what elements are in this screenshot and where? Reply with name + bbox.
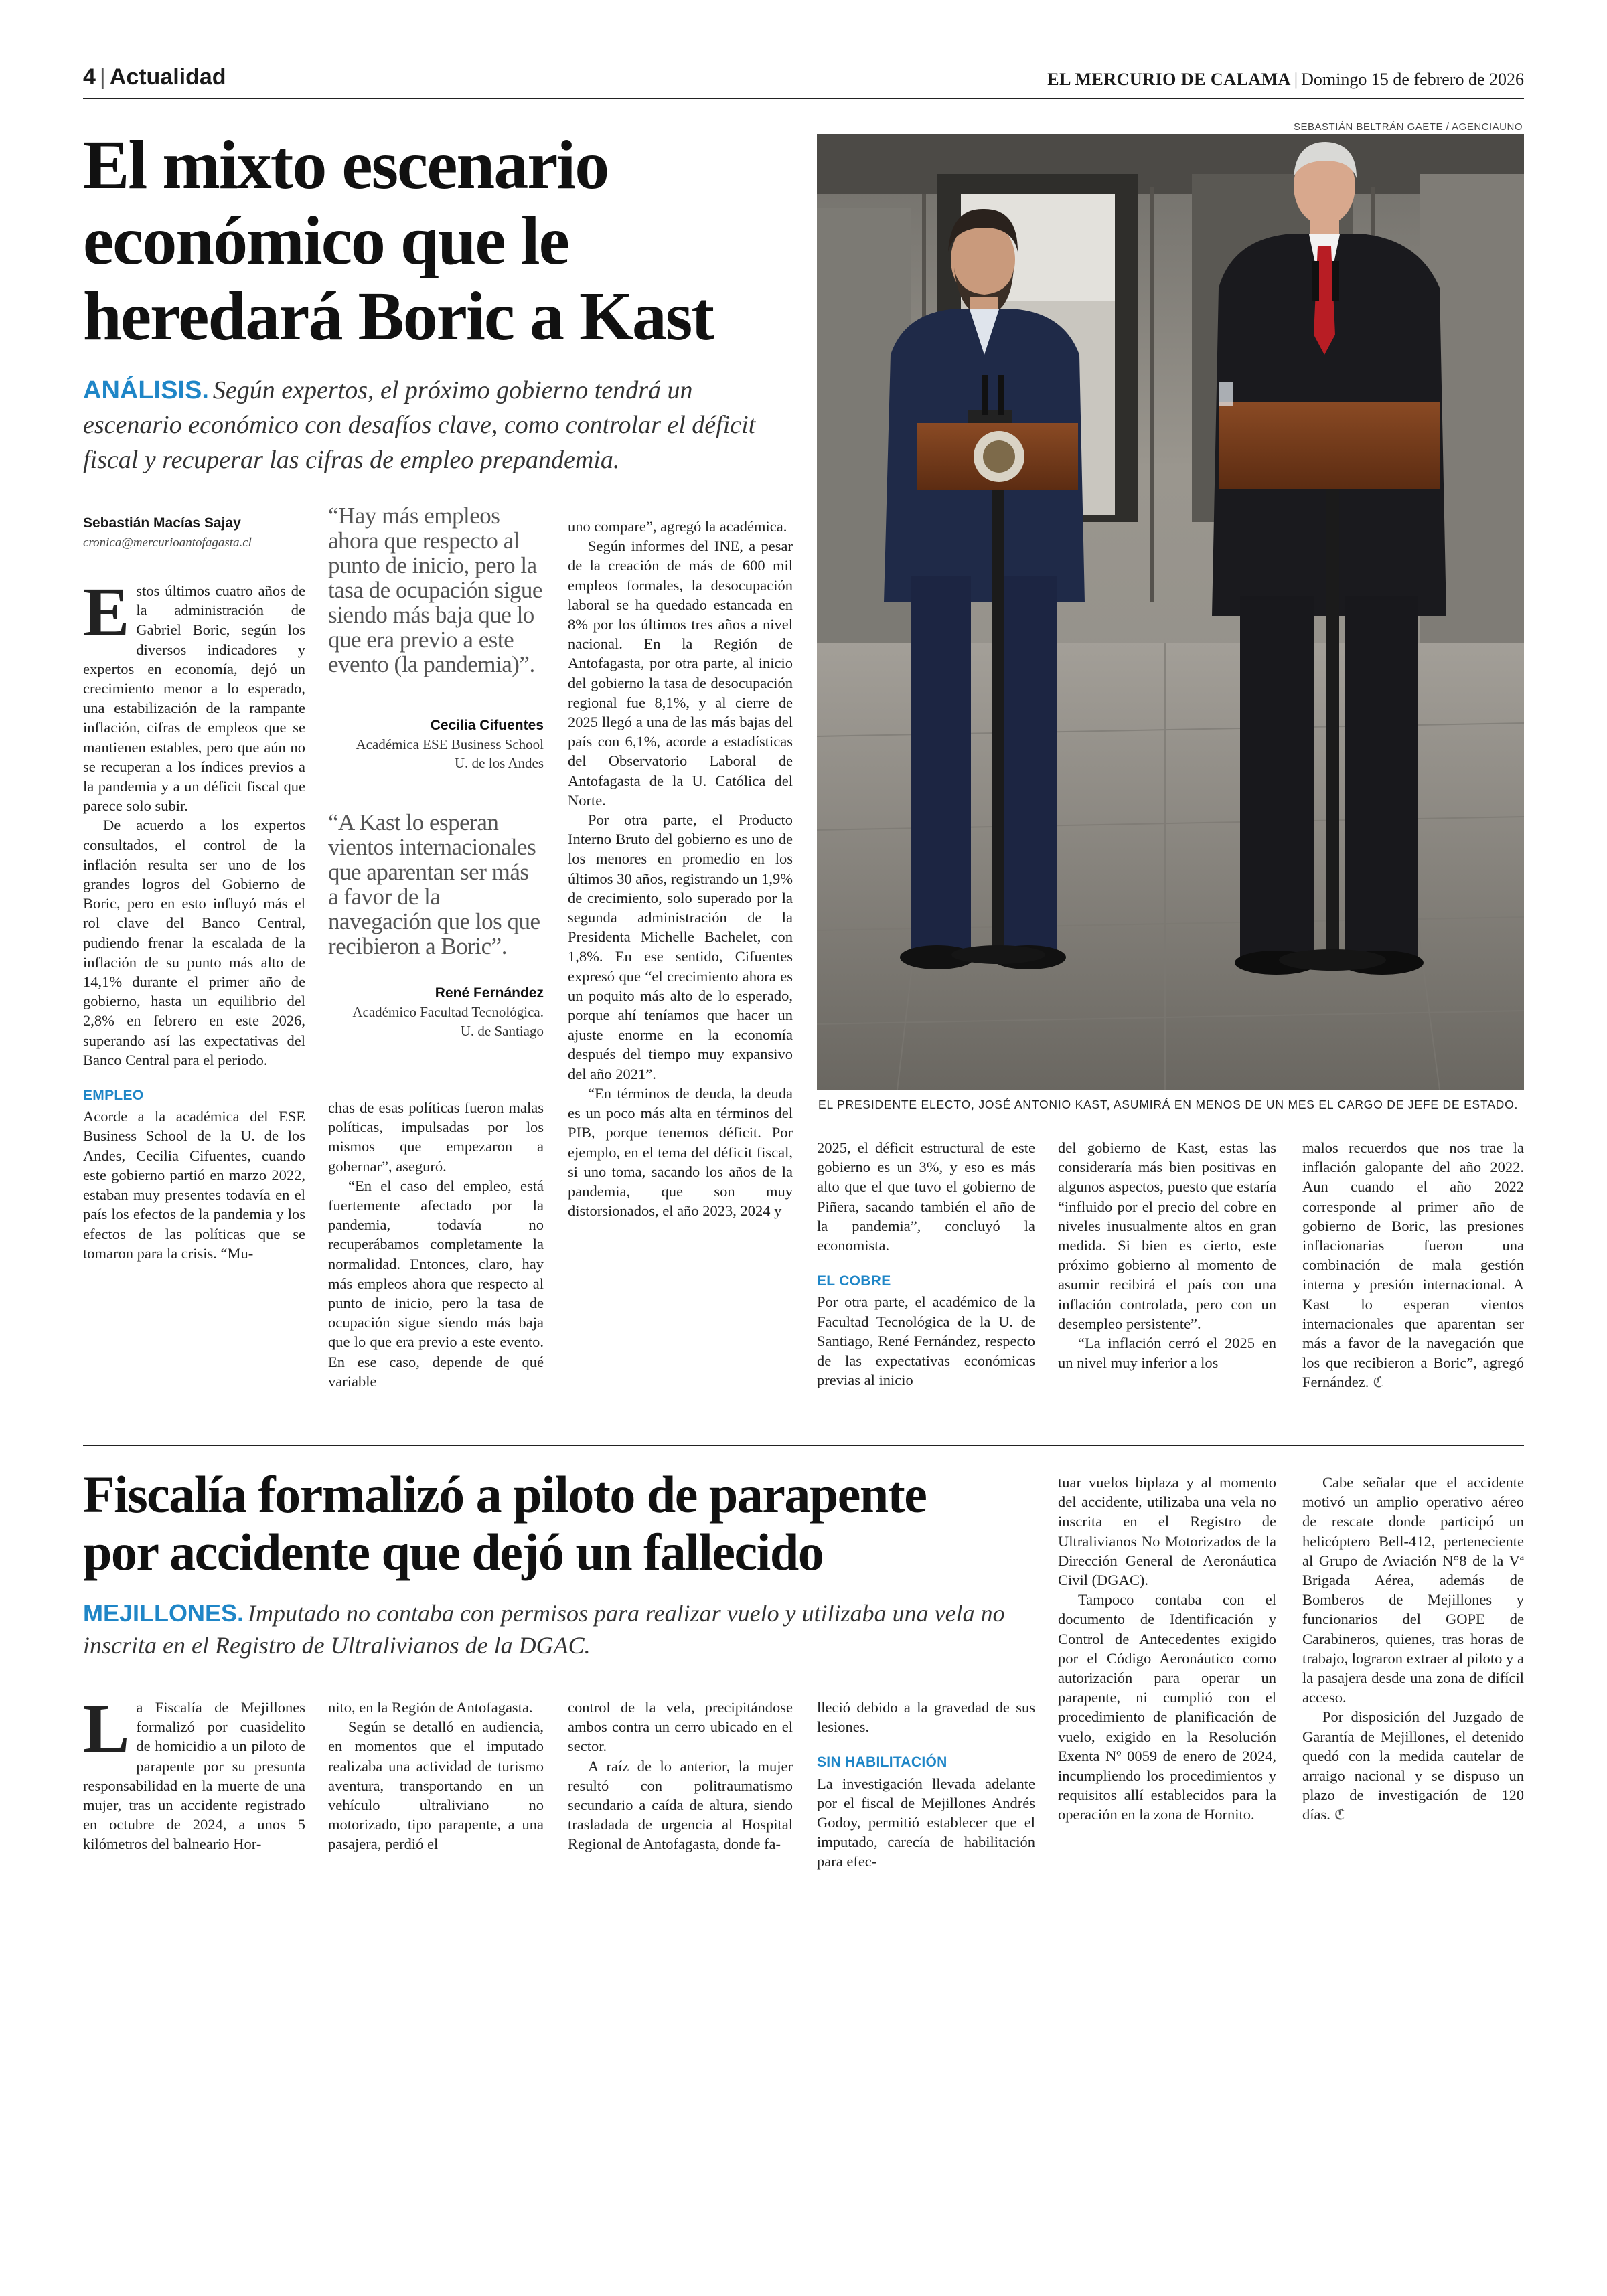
headline-line: El mixto escenario <box>83 127 609 203</box>
paragraph: chas de esas políticas fueron malas políticas, impulsadas por los mismos que empezaron a gobernar”, aseguró. <box>328 1099 544 1175</box>
pull-quote: “Hay más empleos ahora que respecto al punto de inicio, pero la tasa de ocupación sigue siendo más baja que lo que era previo a este evento (la pandemia)”. <box>328 503 542 677</box>
paragraph <box>1302 1138 1524 1392</box>
end-mark-icon: ℭ <box>1334 1806 1345 1823</box>
article1-headline <box>83 127 786 354</box>
article1-column-2 <box>328 1098 544 1391</box>
photo-caption: EL PRESIDENTE ELECTO, JOSÉ ANTONIO KAST, ASUMIRÁ EN MENOS DE UN MES EL CARGO DE JEFE DE ESTADO. <box>818 1098 1519 1111</box>
paragraph: Por otra parte, el Producto Interno Bruto del gobierno es uno de los menores en promedio en los últimos 30 años, registrando un 1,9% de crecimiento, solo superado por la segunda administración de la Presidenta Michelle Bachelet, con 1,8%. En ese sentido, Cifuentes expresó que “el crecimiento ahora es un poquito más alto de lo esperado, porque ahí teníamos que hacer un ajuste enorme en la economía después del tiempo muy expansivo del año 2021”. <box>568 811 793 1082</box>
quote-role: Académico Facultad Tecnológica. <box>352 1004 544 1020</box>
paragraph: stos últimos cuatro años de la administración de Gabriel Boric, según los diversos indicadores y expertos en economía, dejó un crecimiento menor a lo esperado, una estabilización de la rampante inflación, cifras de empleos que se mantienen estables, pero que aún no se recuperan a los índices previos a la pandemia y a un déficit fiscal que parece solo subir. <box>83 582 305 815</box>
paragraph: Cabe señalar que el accidente motivó un amplio operativo aéreo de rescate donde participó un helicóptero Bell-412, perteneciente al Grupo de Aviación N°8 de la Vª Brigada Aérea, además de Bomberos de Mejillones y funcionarios del GOPE de Carabineros, quienes, tras horas de trabajo, lograron extraer al piloto y a la pasajera desde una zona de difícil acceso. <box>1302 1474 1524 1706</box>
newspaper-name: EL MERCURIO DE CALAMA <box>1047 70 1291 89</box>
article1-photo <box>817 134 1524 1090</box>
quote-role: Académica ESE Business School <box>356 736 544 752</box>
article1-column-5 <box>1058 1138 1276 1372</box>
paragraph: “La inflación cerró el 2025 en un nivel muy inferior a los <box>1058 1335 1276 1372</box>
byline <box>83 515 311 550</box>
article2-column-4 <box>817 1698 1035 1872</box>
article1-column-6 <box>1302 1138 1524 1392</box>
masthead-info: EL MERCURIO DE CALAMA | Domingo 15 de febrero de 2026 <box>1047 70 1524 89</box>
article-divider <box>83 1445 1524 1446</box>
paragraph: Según informes del INE, a pesar de la creación de más de 600 mil empleos formales, la desocupación laboral se ha quedado estancada en 8% por los últimos tres años a nivel nacional. En la Región de Antofagasta, por otra parte, al inicio del gobierno la tasa de desocupación regional fue 8,1%, y al cierre de 2025 llegó a una de las más bajas del país con 6,1%, acorde a estadísticas del Observatorio Laboral de Antofagasta de la U. Católica del Norte. <box>568 538 793 809</box>
article1-deck <box>83 373 793 477</box>
page-number: 4 <box>83 64 96 90</box>
subheading: EMPLEO <box>83 1088 144 1104</box>
paragraph-text: malos recuerdos que nos trae la inflación galopante del año 2022. Aun cuando el año 2022 corresponde al primer año de gobierno de Boric, las presiones inflacionarias fueron una combinación de mala gestión interna y presión internacional. A Kast lo esperan vientos internacionales que aparentan ser más a favor de la navegación que los que recibieron a Boric”, agregó Fernández. <box>1302 1139 1524 1391</box>
article1-column-3 <box>568 517 793 1220</box>
paragraph: Según se detalló en audiencia, en momentos que el imputado realizaba una actividad de turismo aventura, transportando en un vehículo ultraliviano no motorizado, tipo parapente, a una pasajera, perdió el <box>328 1718 544 1853</box>
paragraph: Tampoco contaba con el documento de Identificación y Control de Antecedentes exigido por el Código Aeronáutico como autorización para operar un parapente, ni cumplió con el procedimiento de planificación de vuelo, exigido en la Resolución Exenta Nº 0059 de enero de 2024, incumpliendo los procedimientos y requisitos allí establecidos para la operación en la zona de Hornito. <box>1058 1591 1276 1823</box>
article1-column-4 <box>817 1138 1035 1390</box>
paragraph: De acuerdo a los expertos consultados, el control de la inflación resulta ser uno de los grandes logros del Gobierno de Boric, pero en esto influyó más el rol clave del Banco Central, pudiendo frenar la escalada de la inflación de su punto más alto de 14,1% durante el primer año de gobierno, hasta un equilibrio del 2,8% en febrero en este 2026, superando así las expectativas del Banco Central para el periodo. <box>83 817 305 1068</box>
headline-line: heredará Boric a Kast <box>83 278 714 355</box>
article2-column-6 <box>1302 1473 1524 1825</box>
deck-text: Imputado no contaba con permisos para realizar vuelo y utilizaba una vela no inscrita en el Registro de Ultralivianos de la DGAC. <box>83 1600 1005 1659</box>
drop-cap: L <box>83 1690 130 1767</box>
page-section-header: 4 | Actualidad <box>83 64 226 90</box>
author-email: cronica@mercurioantofagasta.cl <box>83 536 252 550</box>
pull-quote: “A Kast lo esperan vientos internacionales que aparentan ser más a favor de la navegación que los que recibieron a Boric”. <box>328 809 540 959</box>
section-name: Actualidad <box>109 64 226 90</box>
paragraph: “En términos de deuda, la deuda es un poco más alta en términos del PIB, porque tenemos déficit. Por ejemplo, en el tema del déficit fiscal, si uno toma, sacando los años de la pandemia, que son muy distorsionados, el año 2023, 2024 y <box>568 1084 793 1220</box>
deck-kicker: MEJILLONES. <box>83 1599 244 1627</box>
article2-column-5 <box>1058 1473 1276 1825</box>
deck-text: Según expertos, el próximo gobierno tendrá un escenario económico con desafíos clave, como controlar el déficit fiscal y recuperar las cifras de empleo prepandemia. <box>83 376 756 474</box>
paragraph: uno compare”, agregó la académica. <box>568 518 787 535</box>
paragraph: A raíz de lo anterior, la mujer resultó con politraumatismo secundario a caída de altura, siendo trasladada de urgencia al Hospital Regional de Antofagasta, donde fa- <box>568 1757 793 1853</box>
article2-headline <box>83 1466 1020 1581</box>
paragraph: control de la vela, precipitándose ambos contra un cerro ubicado en el sector. <box>568 1699 793 1755</box>
quote-author: René Fernández <box>435 985 544 1001</box>
paragraph <box>1302 1707 1524 1824</box>
headline-line: económico que le <box>83 202 568 279</box>
paragraph: nito, en la Región de Antofagasta. <box>328 1699 533 1716</box>
paragraph-text: Por disposición del Juzgado de Garantía de Mejillones, el detenido quedó con la medida cautelar de arraigo nacional y se dispuso un plazo de investigación de 120 días. <box>1302 1708 1524 1823</box>
article2-column-1 <box>83 1690 305 1854</box>
subheading: EL COBRE <box>817 1273 891 1289</box>
end-mark-icon: ℭ <box>1373 1374 1383 1391</box>
issue-date: Domingo 15 de febrero de 2026 <box>1301 70 1524 89</box>
quote-role: U. de Santiago <box>460 1023 544 1039</box>
paragraph: tuar vuelos biplaza y al momento del accidente, utilizaba una vela no inscrita en el Registro de Ultralivianos No Motorizados de la Dirección General de Aeronáutica Civil (DGAC). <box>1058 1474 1276 1589</box>
photo-credit: SEBASTIÁN BELTRÁN GAETE / AGENCIAUNO <box>1294 121 1523 133</box>
paragraph: La investigación llevada adelante por el fiscal de Mejillones Andrés Godoy, permitió establecer que el imputado, carecía de habilitación para efec- <box>817 1775 1035 1870</box>
quote-author: Cecilia Cifuentes <box>430 718 544 733</box>
author-name: Sebastián Macías Sajay <box>83 515 241 531</box>
deck-kicker: ANÁLISIS. <box>83 376 209 404</box>
article2-deck <box>83 1597 1054 1661</box>
press-conference-illustration <box>817 134 1524 1090</box>
paragraph: Acorde a la académica del ESE Business School de la U. de los Andes, Cecilia Cifuentes, cuando este gobierno partió en marzo 2022, estaban muy presentes todavía en el país los efectos de la pandemia y los efectos de las políticas que se tomaron para la crisis. “Mu- <box>83 1108 305 1262</box>
headline-line: por accidente que dejó un fallecido <box>83 1523 824 1581</box>
headline-line: Fiscalía formalizó a piloto de parapente <box>83 1465 927 1524</box>
quote-attribution <box>328 716 544 772</box>
header-rule <box>83 98 1524 99</box>
quote-role: U. de los Andes <box>455 755 544 771</box>
paragraph: del gobierno de Kast, estas las consideraría más bien positivas en algunos aspectos, puesto que estaría “influido por el precio del cobre en niveles inusualmente altos en gran medida. Si bien es cierto, este próximo gobierno al momento de asumir recibirá el país con una inflación controlada, pero con un desempleo persistente”. <box>1058 1139 1276 1332</box>
paragraph: a Fiscalía de Mejillones formalizó por cuasidelito de homicidio a un piloto de parapente por su presunta responsabilidad en la muerte de una mujer, tras un accidente registrado en octubre de 2024, a unos 5 kilómetros del balneario Hor- <box>83 1699 305 1853</box>
drop-cap: E <box>83 574 130 651</box>
subheading: SIN HABILITACIÓN <box>817 1754 947 1771</box>
paragraph: 2025, el déficit estructural de este gobierno es un 3%, y eso es más alto que el que tuvo el gobierno de Piñera, sacando también el año de la pandemia”, concluyó la economista. <box>817 1139 1035 1254</box>
article1-column-1 <box>83 574 305 1263</box>
article2-column-2 <box>328 1698 544 1854</box>
quote-attribution <box>328 984 544 1040</box>
paragraph: Por otra parte, el académico de la Facultad Tecnológica de la U. de Santiago, René Fernández, respecto de las expectativas económicas previas al inicio <box>817 1293 1035 1389</box>
article2-column-3 <box>568 1698 793 1854</box>
paragraph: “En el caso del empleo, está fuertemente afectado por la pandemia, todavía no recuperábamos completamente la normalidad. Entonces, claro, hay más empleos ahora que respecto al punto de inicio, pero la tasa de ocupación sigue siendo más baja que lo que era previo a este evento. En ese caso, depende de qué variable <box>328 1177 544 1390</box>
paragraph: lleció debido a la gravedad de sus lesiones. <box>817 1699 1035 1736</box>
